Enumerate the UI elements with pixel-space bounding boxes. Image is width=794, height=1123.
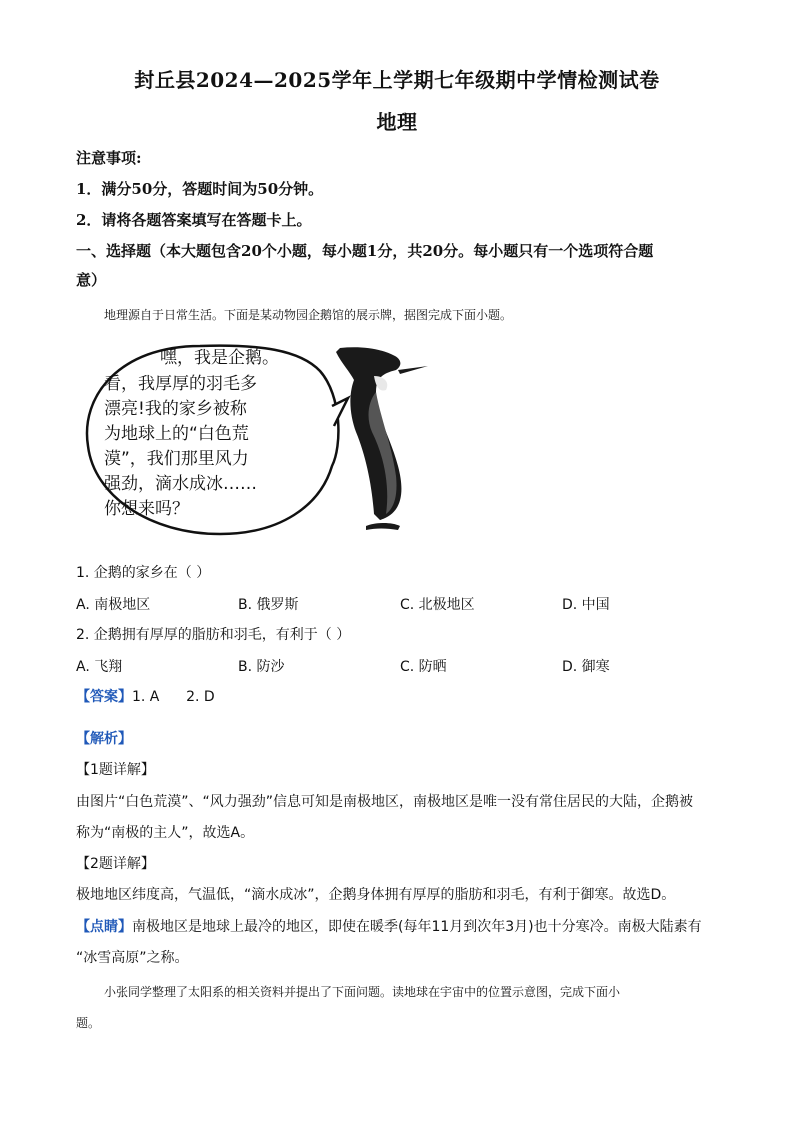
- penguin-icon: [336, 347, 428, 530]
- bubble-line-6: 强劲，滴水成冰……: [104, 474, 257, 494]
- tip-line-1: 南极地区是地球上最冷的地区，即使在暖季(每年11月到次年3月)也十分寒冷。南极大陆素有: [132, 919, 702, 935]
- bubble-line-1: 嘿，我是企鹅。: [160, 348, 279, 368]
- intro-text-2-cont: 题。: [76, 1016, 101, 1030]
- question-1-option-a: A. 南极地区: [76, 597, 151, 613]
- notice-heading: 注意事项:: [76, 149, 142, 167]
- question-2-option-b: B. 防沙: [238, 659, 285, 675]
- penguin-figure: [80, 336, 460, 536]
- bubble-line-2: 看，我厚厚的羽毛多: [104, 374, 257, 394]
- q1-detail-line-1: 由图片“白色荒漠”、“风力强劲”信息可知是南极地区，南极地区是唯一没有常住居民的大陆，企鹅被: [76, 794, 694, 810]
- bubble-line-3: 漂亮!我的家乡被称: [104, 399, 247, 419]
- question-1-option-d: D. 中国: [562, 597, 610, 613]
- tip-line-2: “冰雪高原”之称。: [76, 950, 189, 966]
- section-heading: 一、选择题（本大题包含20个小题，每小题1分，共20分。每小题只有一个选项符合题: [76, 242, 654, 260]
- question-2-stem: 2. 企鹅拥有厚厚的脂肪和羽毛，有利于（ ）: [76, 627, 351, 643]
- answer-label: 【答案】: [76, 689, 132, 705]
- bubble-line-7: 你想来吗？: [104, 499, 189, 519]
- tip-row: [76, 917, 734, 937]
- exam-title: 封丘县2024—2025学年上学期七年级期中学情检测试卷: [134, 68, 660, 92]
- subject-title: 地理: [376, 110, 418, 134]
- question-2-option-c: C. 防晒: [400, 659, 447, 675]
- analysis-label: 【解析】: [76, 731, 132, 747]
- tip-label: 【点睛】: [76, 919, 132, 935]
- bubble-line-4: 为地球上的“白色荒: [104, 424, 249, 444]
- question-1-option-b: B. 俄罗斯: [238, 597, 299, 613]
- question-1-option-c: C. 北极地区: [400, 597, 475, 613]
- notice-item-2: 2．请将各题答案填写在答题卡上。: [76, 211, 312, 229]
- question-2-option-a: A. 飞翔: [76, 659, 123, 675]
- bubble-line-5: 漠”，我们那里风力: [104, 449, 249, 469]
- question-1-stem: 1. 企鹅的家乡在（ ）: [76, 565, 211, 581]
- answer-row: [76, 687, 734, 707]
- intro-text-2: 小张同学整理了太阳系的相关资料并提出了下面问题。读地球在宇宙中的位置示意图，完成下面小: [104, 985, 621, 999]
- q2-detail-line-1: 极地地区纬度高，气温低，“滴水成冰”，企鹅身体拥有厚厚的脂肪和羽毛，有利于御寒。故选D。: [76, 887, 676, 903]
- section-heading-cont: 意）: [76, 271, 107, 289]
- intro-text-1: 地理源自于日常生活。下面是某动物园企鹅馆的展示牌，据图完成下面小题。: [104, 308, 513, 322]
- q1-detail-label: 【1题详解】: [76, 762, 155, 778]
- q1-detail-line-2: 称为“南极的主人”，故选A。: [76, 825, 255, 841]
- question-2-option-d: D. 御寒: [562, 659, 610, 675]
- answer-text: 1. A 2. D: [132, 689, 215, 705]
- notice-item-1: 1．满分50分，答题时间为50分钟。: [76, 180, 324, 198]
- q2-detail-label: 【2题详解】: [76, 856, 155, 872]
